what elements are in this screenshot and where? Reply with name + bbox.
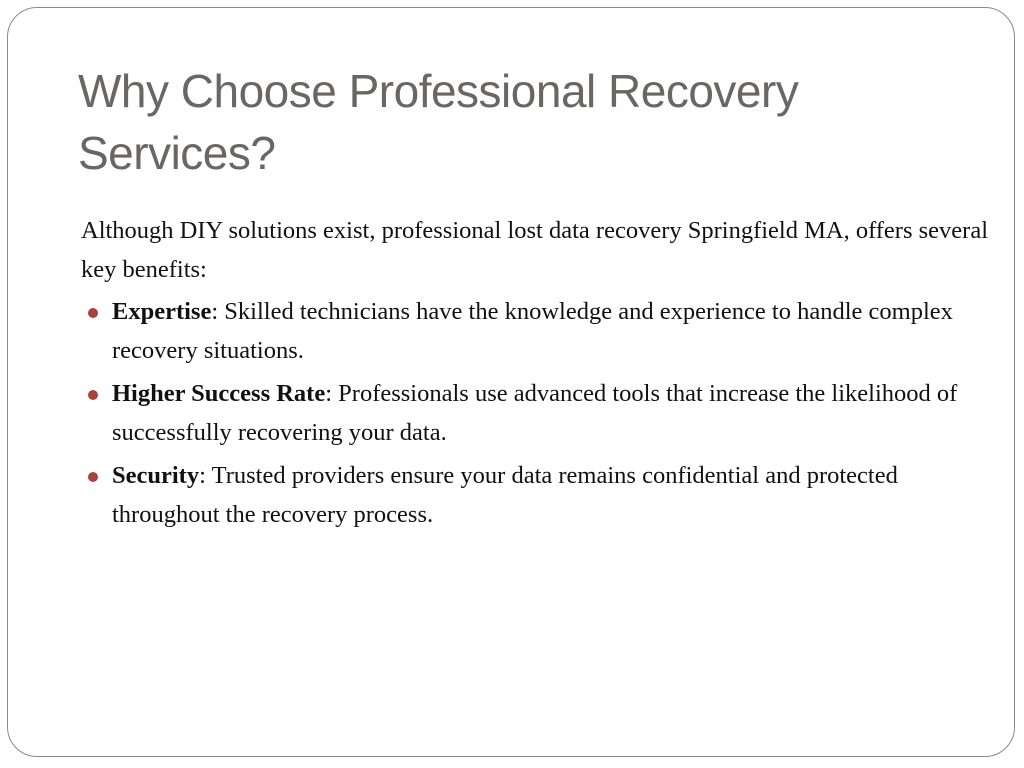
slide-body (81, 212, 991, 539)
list-item (81, 293, 991, 370)
list-item (81, 457, 991, 534)
bullet-icon (88, 472, 98, 482)
bullet-icon (88, 390, 98, 400)
bullet-term: Security (112, 462, 200, 489)
slide (7, 7, 1015, 757)
bullet-icon (88, 308, 98, 318)
list-item (81, 375, 991, 452)
benefits-list (81, 293, 991, 534)
bullet-separator: : (211, 298, 225, 325)
slide-title: Why Choose Professional Recovery Services? (78, 65, 799, 179)
bullet-term: Expertise (112, 298, 212, 325)
bullet-text: Trusted providers ensure your data remains confidential and protected throughout the recovery process. (112, 462, 898, 528)
bullet-separator: : (325, 380, 339, 407)
bullet-text: Professionals use advanced tools that increase the likelihood of successfully recovering your data. (112, 380, 958, 446)
bullet-text: Skilled technicians have the knowledge and experience to handle complex recovery situations. (112, 298, 953, 364)
bullet-term: Higher Success Rate (112, 380, 326, 407)
intro-paragraph: Although DIY solutions exist, professional lost data recovery Springfield MA, offers several key benefits: (81, 217, 989, 283)
bullet-separator: : (199, 462, 212, 489)
